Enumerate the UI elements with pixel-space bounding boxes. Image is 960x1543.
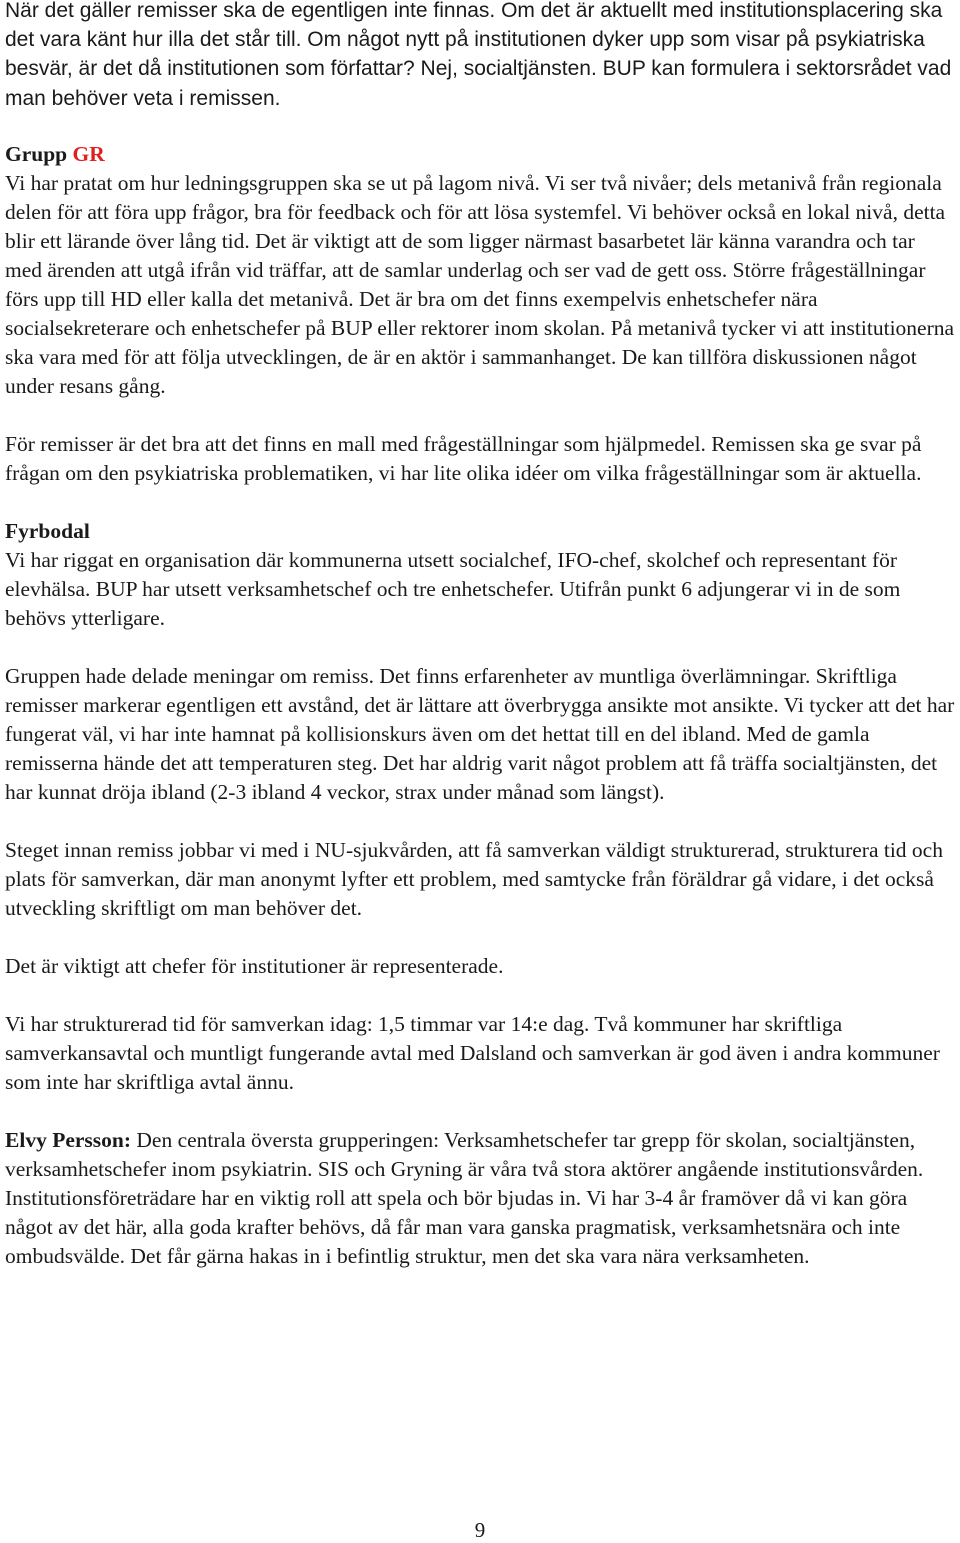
heading-fyrbodal: Fyrbodal	[5, 518, 90, 543]
speaker-text: Den centrala översta grupperingen: Verksamhetschefer tar grepp för skolan, socialtjänsten, verksamhetschefer inom psykiatrin. SIS och Gryning är våra två stora aktörer angående institutionsvården. Institutionsföreträdare har en viktig roll att spela och bör bjudas in. Vi har 3-4 år framöver då vi kan göra något av det här, alla goda krafter behövs, då får man vara ganska pragmatisk, verksamhetsnära och inte ombudsvälde. Det får gärna hakas in i befintlig struktur, men det ska vara nära verksamheten.	[5, 1127, 924, 1268]
grupp-gr-paragraph-1: Vi har pratat om hur ledningsgruppen ska se ut på lagom nivå. Vi ser två nivåer; dels metanivå från regionala delen för att föra upp frågor, bra för feedback och för att lösa systemfel. Vi behöver också en lokal nivå, detta blir ett lärande över lång tid. Det är viktigt att de som ligger närmast basarbetet lär känna varandra och tar med ärenden att utgå ifrån vid träffar, att de samlar underlag och ser vad de gett oss. Större frågeställningar förs upp till HD eller kalla det metanivå. Det är bra om det finns exempelvis enhetschefer nära socialsekreterare och enhetschefer på BUP eller rektorer inom skolan. På metanivå tycker vi att institutionerna ska vara med för att följa utvecklingen, de är en aktör i sammanhanget. De kan tillföra diskussionen något under resans gång.	[5, 170, 955, 398]
fyrbodal-paragraph-3: Steget innan remiss jobbar vi med i NU-sjukvården, att få samverkan väldigt strukturerad, strukturera tid och plats för samverkan, där man anonymt lyfter ett problem, med samtycke från föräldrar gå vidare, i det också utveckling skriftligt om man behöver det.	[5, 837, 943, 920]
page-number: 9	[474, 1518, 486, 1542]
fyrbodal-paragraph-2: Gruppen hade delade meningar om remiss. Det finns erfarenheter av muntliga överlämningar. Skriftliga remisser markerar egentligen ett avstånd, det är lättare att överbrygga ansikte mot ansikte. Vi tycker att det har fungerat väl, vi har inte hamnat på kollisionskurs även om det hettat till en del ibland. Med de gamla remisserna hände det att temperaturen steg. Det har aldrig varit något problem att få träffa socialtjänsten, det har kunnat dröja ibland (2-3 ibland 4 veckor, strax under månad som längst).	[5, 663, 955, 804]
fyrbodal-paragraph-4: Det är viktigt att chefer för institutioner är representerade.	[5, 953, 504, 978]
heading-gr-highlight: GR	[72, 141, 105, 166]
elvy-persson-paragraph	[5, 1126, 957, 1271]
fyrbodal-paragraph-5: Vi har strukturerad tid för samverkan idag: 1,5 timmar var 14:e dag. Två kommuner har skriftliga samverkansavtal och muntligt fungerande avtal med Dalsland och samverkan är god även i andra kommuner som inte har skriftliga avtal ännu.	[5, 1011, 940, 1094]
speaker-name: Elvy Persson:	[5, 1127, 132, 1152]
grupp-gr-paragraph-2: För remisser är det bra att det finns en mall med frågeställningar som hjälpmedel. Remissen ska ge svar på frågan om den psykiatriska problematiken, vi har lite olika idéer om vilka frågeställningar som är aktuella.	[5, 431, 922, 485]
heading-grupp-prefix: Grupp	[5, 141, 73, 166]
intro-paragraph: När det gäller remisser ska de egentligen inte finnas. Om det är aktuellt med institutionsplacering ska det vara känt hur illa det står till. Om något nytt på institutionen dyker upp som visar på psykiatriska besvär, är det då institutionen som författar? Nej, socialtjänsten. BUP kan formulera i sektorsrådet vad man behöver veta i remissen.	[5, 0, 952, 110]
heading-grupp-gr	[5, 140, 957, 169]
fyrbodal-paragraph-1: Vi har riggat en organisation där kommunerna utsett socialchef, IFO-chef, skolchef och representant för elevhälsa. BUP har utsett verksamhetschef och tre enhetschefer. Utifrån punkt 6 adjungerar vi in de som behövs ytterligare.	[5, 547, 901, 630]
document-page	[5, 0, 957, 1271]
